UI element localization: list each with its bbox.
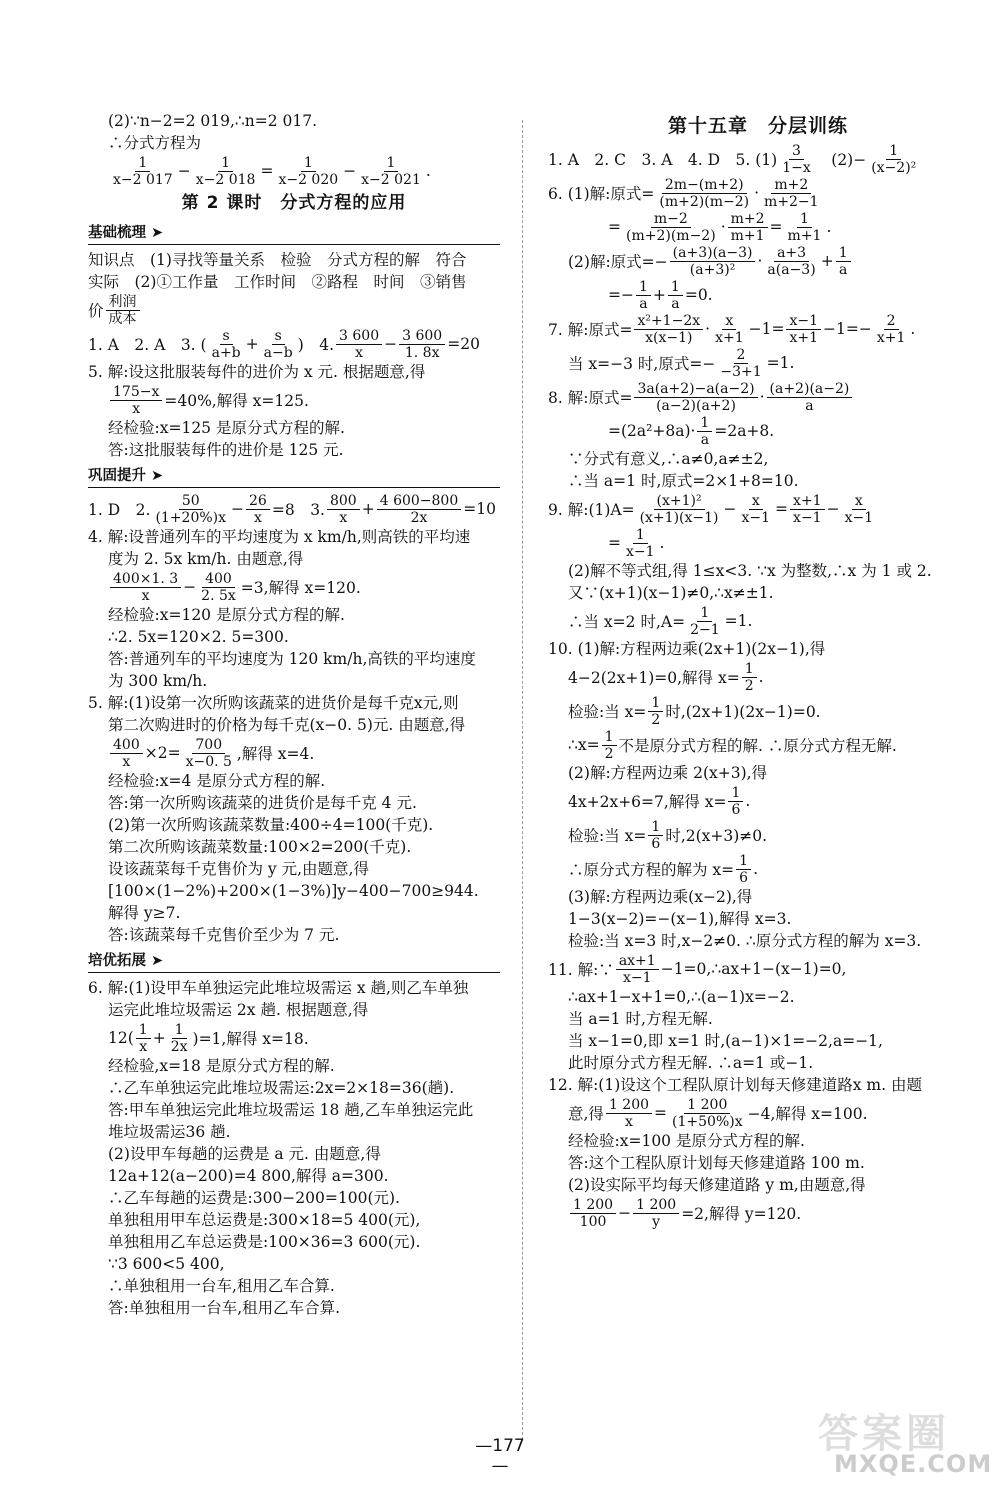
section-header: 巩固提升 ➤ <box>88 465 500 488</box>
text-line: 答:第一次所购该蔬菜的进货价是每千克 4 元. <box>108 794 417 812</box>
text-line: 检验:当 x=3 时,x−2≠0. ∴原分式方程的解为 x=3. <box>568 932 922 950</box>
fraction: $\frac{800}{x}$ <box>327 493 360 526</box>
fraction: $\frac{x+1}{x-1}$ <box>790 493 825 526</box>
text-line: (3)解:方程两边乘(x−2),得 <box>568 888 753 906</box>
text-line: 12a+12(a−200)=4 800,解得 a=300. <box>108 1167 389 1185</box>
fraction: $\frac{175-x}{x}$ <box>110 384 162 417</box>
page-number: —177— <box>475 1436 525 1476</box>
fraction: $\frac{3 600}{x}$ <box>336 328 382 361</box>
fraction: $\frac{\text{x²+1−2x}}{x(x-1)}$ <box>634 313 703 346</box>
watermark-logo <box>808 1398 993 1488</box>
text-line: ∴ax+1−x+1=0,∴(a−1)x=−2. <box>568 988 795 1006</box>
text-line: 12. 解:(1)设这个工程队原计划每天修建道路x m. 由题 <box>548 1076 922 1094</box>
equation-line: 6. (1)解:原式= $\frac{2m-(m+2)}{(m+2)(m-2)}$ · $\frac{m+2}{m+2-1}$ <box>548 176 968 210</box>
fraction: $\frac{\text{(x+1)²}}{(x+1)(x-1)}$ <box>639 492 719 526</box>
equation-line: 意,得 $\frac{1 200}{x}$ = $\frac{1 200}{(1+50\%)x}$ −4,解得 x=100. <box>568 1096 868 1130</box>
text-line: 经检验:x=4 是原分式方程的解. <box>108 772 326 790</box>
equation-line: =(2a²+8a)· $\frac{1}{a}$ =2a+8. <box>608 414 775 448</box>
text-line: 6. 解:(1)设甲车单独运完此堆垃圾需运 x 趟,则乙车单独 <box>88 979 469 997</box>
fraction: $\frac{x}{x-1}$ <box>844 492 874 526</box>
fraction: $\frac{1}{x-2 020}$ <box>278 154 339 188</box>
fraction: $\frac{3 600}{1. 8x}$ <box>399 328 445 361</box>
fraction: $\frac{1}{2}$ <box>742 661 757 694</box>
column-divider <box>522 120 523 1440</box>
fraction: $\frac{400}{2. 5x}$ <box>201 570 236 604</box>
equation-line: = $\frac{m-2}{(m+2)(m-2)}$ · $\frac{m+2}{m+1}$ = $\frac{1}{m+1}$ . <box>608 210 832 244</box>
text-line: 1−3(x−2)=−(x−1),解得 x=3. <box>568 910 792 928</box>
text-line: 经检验:x=120 是原分式方程的解. <box>108 606 345 624</box>
equation-line: 1. A 2. A 3. ( $\frac{s}{a+b}$ + $\frac{s}{a-b}$ ) 4. $\frac{3 600}{x}$ − $\frac{3 600}{1. 8x}$ =20 <box>88 327 480 361</box>
text-line: 解得 y≥7. <box>108 904 181 922</box>
text-line: ∴当 a=1 时,原式=2×1+8=10. <box>568 472 799 490</box>
fraction: $\frac{1}{\text{(x−2)²}}$ <box>871 142 917 176</box>
equation-line: 8. 解:原式= $\frac{3a(a+2)-a(a-2)}{(a-2)(a+2)}$ · $\frac{(a+2)(a-2)}{a}$ <box>548 380 968 414</box>
text-line: ∴单独租用一台车,租用乙车合算. <box>108 1277 335 1295</box>
text-line: 当 a=1 时,方程无解. <box>568 1010 713 1028</box>
fraction: $\frac{1}{6}$ <box>736 853 751 886</box>
equation-line: $\frac{1 200}{100}$ − $\frac{1 200}{y}$ =2,解得 y=120. <box>548 1196 968 1230</box>
fraction: $\frac{1 200}{(1+50\%)x}$ <box>672 1096 743 1130</box>
equation-line: ∴当 x=2 时,A= $\frac{1}{2-1}$ =1. <box>568 604 753 638</box>
text-line: 5. 解:设这批服装每件的进价为 x 元. 根据题意,得 <box>88 363 426 381</box>
text-line: 答:单独租用一台车,租用乙车合算. <box>108 1299 341 1317</box>
fraction: $\frac{3a(a+2)-a(a-2)}{(a-2)(a+2)}$ <box>634 381 757 414</box>
text-line: 为 300 km/h. <box>108 672 208 690</box>
text-line: ∴乙车单独运完此堆垃圾需运:2x=2×18=36(趟). <box>108 1079 455 1097</box>
equation-line: 当 x=−3 时,原式=− $\frac{2}{-3+1}$ =1. <box>568 346 795 380</box>
watermark-url: MXQE.COM <box>834 1450 993 1478</box>
fraction: $\frac{\text{利润}}{\text{成本}}$ <box>106 294 140 327</box>
equation-line: $\frac{175-x}{x}$ =40%,解得 x=125. <box>88 383 500 417</box>
fraction: $\frac{x}{x+1}$ <box>715 312 744 346</box>
left-column <box>88 110 500 1319</box>
equation-line: 检验:当 x= $\frac{1}{2}$ 时,(2x+1)(2x−1)=0. <box>568 694 821 728</box>
fraction: $\frac{1}{6}$ <box>648 819 663 852</box>
fraction: $\frac{3}{1-x}$ <box>782 142 811 176</box>
text-line: (2)∵n−2=2 019,∴n=2 017. <box>108 112 318 130</box>
text-line: 答:甲车单独运完此堆垃圾需运 18 趟,乙车单独运完此 <box>108 1101 474 1119</box>
fraction: $\frac{ax+1}{x-1}$ <box>616 953 659 986</box>
equation-line: $\frac{400\times 1. 3}{x}$ − $\frac{400}{2. 5x}$ =3,解得 x=120. <box>88 570 500 604</box>
fraction: $\frac{1}{x}$ <box>136 1022 151 1055</box>
fraction: $\frac{(a+2)(a-2)}{a}$ <box>767 381 853 414</box>
text-line: (2)设实际平均每天修建道路 y m,由题意,得 <box>568 1176 866 1194</box>
fraction: $\frac{m+2}{m+2-1}$ <box>764 176 819 210</box>
fraction: $\frac{400\times 1. 3}{x}$ <box>110 571 181 604</box>
fraction: $\frac{x}{x-1}$ <box>741 492 771 526</box>
text-line: ∴分式方程为 <box>108 134 202 152</box>
equation-line: 11. 解:∵ $\frac{ax+1}{x-1}$ −1=0,∴ax+1−(x−1)=0, <box>548 952 847 986</box>
text-line: 单独租用甲车总运费是:300×18=5 400(元), <box>108 1211 421 1229</box>
equation-line: 7. 解:原式= $\frac{\text{x²+1−2x}}{x(x-1)}$ · $\frac{x}{x+1}$ −1= $\frac{x-1}{x+1}$ −1=− $\frac{2}{x+1}$ . <box>548 312 916 346</box>
equation-line: = $\frac{1}{x-1}$ . <box>608 526 665 560</box>
fraction: $\frac{400}{x}$ <box>110 737 143 770</box>
text-line: 运完此堆垃圾需运 2x 趟. 根据题意,得 <box>108 1001 369 1019</box>
fraction: $\frac{1}{x-1}$ <box>626 526 655 560</box>
fraction: $\frac{1}{2x}$ <box>170 1021 188 1055</box>
fraction: $\frac{1 200}{x}$ <box>606 1097 652 1130</box>
text-line: 4. 解:设普通列车的平均速度为 x km/h,则高铁的平均速 <box>88 528 471 546</box>
fraction: $\frac{(a+3)(a-3)}{\text{(a+3)²}}$ <box>670 245 756 278</box>
text-line: 第二次购进时的价格为每千克(x−0. 5)元. 由题意,得 <box>108 716 466 734</box>
fraction: $\frac{26}{x}$ <box>246 493 270 526</box>
lesson-title: 第 2 课时 分式方程的应用 <box>181 193 407 213</box>
chapter-title: 第十五章 分层训练 <box>667 115 848 137</box>
text-line: 经检验:x=125 是原分式方程的解. <box>108 419 345 437</box>
text-line: ∴2. 5x=120×2. 5=300. <box>108 628 289 646</box>
text-line: ∵分式有意义,∴a≠0,a≠±2, <box>568 450 769 468</box>
text-line: (2)解:方程两边乘 2(x+3),得 <box>568 764 768 782</box>
text-line: 经检验,x=18 是原分式方程的解. <box>108 1057 335 1075</box>
equation-line: 4−2(2x+1)=0,解得 x= $\frac{1}{2}$ . <box>568 660 764 694</box>
text-line: 此时原分式方程无解. ∴a=1 或−1. <box>568 1054 814 1072</box>
text-line: 答:这个工程队原计划每天修建道路 100 m. <box>568 1154 865 1172</box>
text-line: 度为 2. 5x km/h. 由题意,得 <box>108 550 304 568</box>
fraction: $\frac{1}{x-2 021}$ <box>361 154 421 188</box>
fraction: $\frac{2m-(m+2)}{(m+2)(m-2)}$ <box>659 176 750 210</box>
text-line: 经检验:x=100 是原分式方程的解. <box>568 1132 805 1150</box>
fraction: $\frac{1 200}{y}$ <box>633 1197 679 1230</box>
fraction: $\frac{a+3}{a(a-3)}$ <box>767 244 816 278</box>
text-line: (2)第一次所购该蔬菜数量:400÷4=100(千克). <box>108 816 434 834</box>
fraction: $\frac{x-1}{x+1}$ <box>786 313 821 346</box>
text-line: 答:这批服装每件的进价是 125 元. <box>108 441 344 459</box>
text-line: ∵3 600<5 400, <box>108 1255 225 1273</box>
equation-line: $\frac{1}{x-2 017}$ − $\frac{1}{x-2 018}$ = $\frac{1}{x-2 020}$ − $\frac{1}{x-2 021}$ . <box>88 154 500 188</box>
equation-line: $\frac{400}{x}$ ×2= $\frac{700}{x-0. 5}$ ,解得 x=4. <box>88 736 500 770</box>
text-line: 5. 解:(1)设第一次所购该蔬菜的进货价是每千克x元,则 <box>88 694 459 712</box>
fraction: $\frac{m+2}{m+1}$ <box>728 211 768 244</box>
fraction: $\frac{1}{a}$ <box>668 279 683 312</box>
equation-line: 1. D 2. $\frac{50}{(1+20\%)x}$ − $\frac{26}{x}$ =8 3. $\frac{800}{x}$ + $\frac{4 600-800}{2x}$ =10 <box>88 492 496 526</box>
text-line: 10. (1)解:方程两边乘(2x+1)(2x−1),得 <box>548 640 826 658</box>
fraction: $\frac{50}{(1+20\%)x}$ <box>155 492 227 526</box>
text-line: 又∵(x+1)(x−1)≠0,∴x≠±1. <box>568 584 774 602</box>
fraction: $\frac{4 600-800}{2x}$ <box>377 493 462 526</box>
equation-line: 12( $\frac{1}{x}$ + $\frac{1}{2x}$ )=1,解得 x=18. <box>108 1021 309 1055</box>
fraction: $\frac{2}{x+1}$ <box>876 312 906 346</box>
text-line: 单独租用乙车总运费是:100×36=3 600(元). <box>108 1233 421 1251</box>
equation-line: 价 $\frac{\text{利润}}{\text{成本}}$ <box>88 293 500 327</box>
text-line: ∴乙车每趟的运费是:300−200=100(元). <box>108 1189 400 1207</box>
fraction: $\frac{2}{-3+1}$ <box>720 346 762 380</box>
text-line: (2)解不等式组,得 1≤x<3. ∵x 为整数,∴x 为 1 或 2. <box>568 562 932 580</box>
equation-line: ∴x= $\frac{1}{2}$ 不是原分式方程的解. ∴原分式方程无解. <box>568 728 897 762</box>
fraction: $\frac{1}{6}$ <box>728 785 743 818</box>
fraction: $\frac{1}{m+1}$ <box>787 210 822 244</box>
text-line: 当 x−1=0,即 x=1 时,(a−1)×1=−2,a=−1, <box>568 1032 883 1050</box>
equation-line: 4x+2x+6=7,解得 x= $\frac{1}{6}$ . <box>568 784 751 818</box>
equation-line: ∴原分式方程的解为 x= $\frac{1}{6}$ . <box>568 852 759 886</box>
text-line: 设该蔬菜每千克售价为 y 元,由题意,得 <box>108 860 369 878</box>
fraction: $\frac{1}{a}$ <box>636 279 651 312</box>
fraction: $\frac{s}{a-b}$ <box>263 327 293 361</box>
watermark-text: 答案圈 <box>818 1411 950 1457</box>
equation-line: (2)解:原式=− $\frac{(a+3)(a-3)}{\text{(a+3)²}}$ · $\frac{a+3}{a(a-3)}$ + $\frac{1}{a}$ <box>548 244 968 278</box>
text-line: 答:该蔬菜每千克售价至少为 7 元. <box>108 926 340 944</box>
fraction: $\frac{1}{a}$ <box>836 245 851 278</box>
text-line: 答:普通列车的平均速度为 120 km/h,高铁的平均速度 <box>108 650 476 668</box>
fraction: $\frac{1}{2}$ <box>648 695 663 728</box>
fraction: $\frac{1}{x-2 018}$ <box>195 154 256 188</box>
text-line: 第二次所购该蔬菜数量:100×2=200(千克). <box>108 838 412 856</box>
equation-line: 9. 解:(1)A= $\frac{\text{(x+1)²}}{(x+1)(x-1)}$ − $\frac{x}{x-1}$ = $\frac{x+1}{x-1}$ − $\frac{x}{x-1}$ <box>548 492 968 526</box>
text-line: 知识点 (1)寻找等量关系 检验 分式方程的解 符合 <box>88 251 467 269</box>
fraction: $\frac{1}{x-2 017}$ <box>113 154 173 188</box>
text-line: 堆垃圾需运36 趟. <box>108 1123 231 1141</box>
fraction: $\frac{1 200}{100}$ <box>570 1197 616 1230</box>
fraction: $\frac{1}{a}$ <box>697 415 712 448</box>
fraction: $\frac{1}{2}$ <box>602 729 617 762</box>
text-line: 实际 (2)①工作量 工作时间 ②路程 时间 ③销售 <box>88 273 467 291</box>
fraction: $\frac{1}{2-1}$ <box>690 604 720 638</box>
equation-line: =− $\frac{1}{a}$ + $\frac{1}{a}$ =0. <box>608 278 713 312</box>
fraction: $\frac{700}{x-0. 5}$ <box>185 736 232 770</box>
fraction: $\frac{m-2}{(m+2)(m-2)}$ <box>626 210 716 244</box>
fraction: $\frac{s}{a+b}$ <box>211 327 241 361</box>
right-column <box>548 110 968 1230</box>
text-line: (2)设甲车每趟的运费是 a 元. 由题意,得 <box>108 1145 381 1163</box>
equation-line: 检验:当 x= $\frac{1}{6}$ 时,2(x+3)≠0. <box>568 818 768 852</box>
section-header: 培优拓展 ➤ <box>88 950 500 973</box>
text-line: [100×(1−2%)+200×(1−3%)]y−400−700≥944. <box>108 882 479 900</box>
equation-line: 1. A 2. C 3. A 4. D 5. (1) $\frac{3}{1-x}$ (2)− $\frac{1}{\text{(x−2)²}}$ <box>548 142 968 176</box>
section-header: 基础梳理 ➤ <box>88 222 500 245</box>
